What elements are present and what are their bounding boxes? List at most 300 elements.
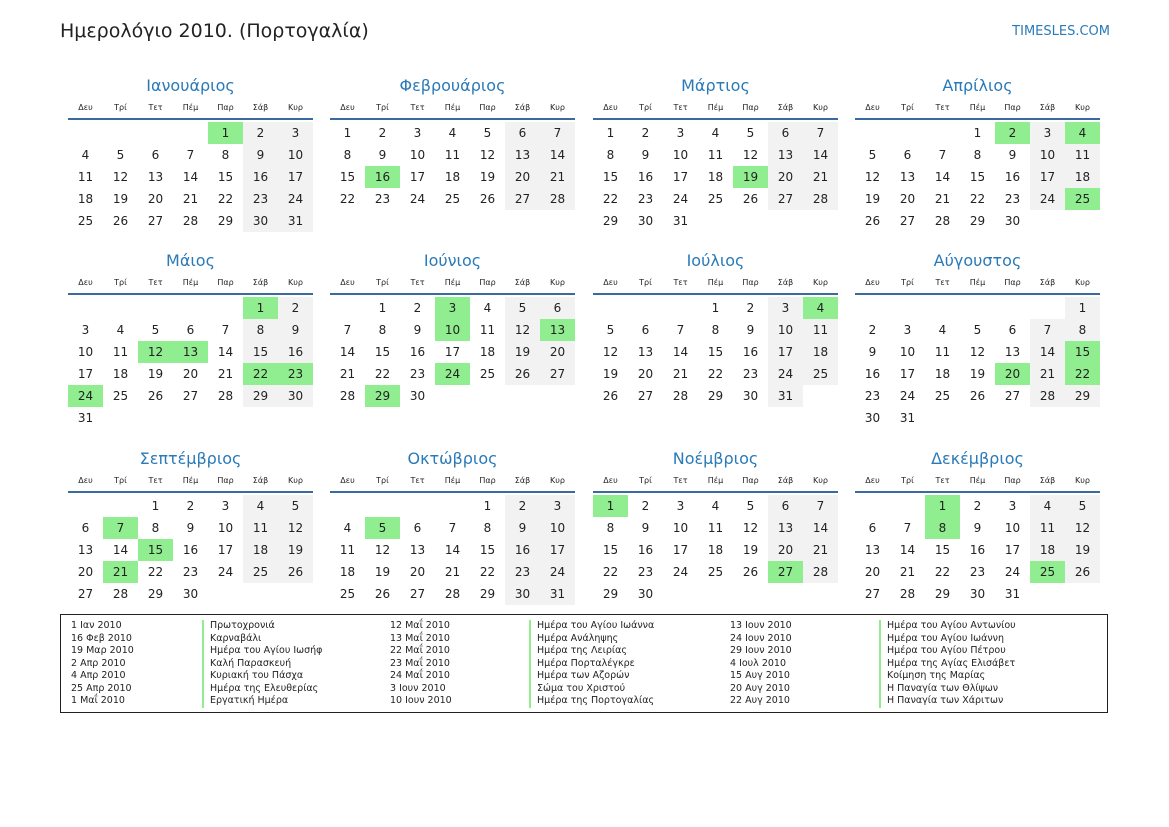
empty-cell <box>330 495 365 517</box>
day-cell: 15 <box>934 543 951 557</box>
month-block <box>855 75 1100 232</box>
weekend-day-cell: 30 <box>505 583 540 605</box>
weekend-day-cell: 4 <box>243 495 278 517</box>
weekend-day-cell: 28 <box>803 188 838 210</box>
day-cell: 30 <box>409 389 426 403</box>
weekend-day-cell: 6 <box>768 495 803 517</box>
day-cell: 28 <box>112 587 129 601</box>
weekday-label: Πέμ <box>182 278 199 287</box>
week-row <box>593 495 838 517</box>
day-cell: 16 <box>864 367 881 381</box>
weekday-label: Πέμ <box>707 103 724 112</box>
weekend-day-cell: 3 <box>278 122 313 144</box>
month-name: Μάρτιος <box>681 76 750 95</box>
empty-cell <box>278 583 313 605</box>
legend-holiday-name: Ημέρα της Πορτογαλίας <box>529 695 654 708</box>
month-name: Μάιος <box>166 251 215 270</box>
week-row <box>855 517 1100 539</box>
legend-holiday-name: Η Παναγία των Θλίψων <box>879 683 998 696</box>
holiday-day-cell: 8 <box>925 517 960 539</box>
day-cell: 12 <box>602 345 619 359</box>
empty-cell <box>960 297 995 319</box>
empty-cell <box>173 407 208 429</box>
day-cell: 11 <box>112 345 129 359</box>
week-row <box>855 495 1100 517</box>
day-cell: 18 <box>707 543 724 557</box>
empty-cell <box>593 297 628 319</box>
legend-date: 1 Μαΐ 2010 <box>71 695 125 706</box>
day-cell: 9 <box>973 521 982 535</box>
legend-date: 23 Μαΐ 2010 <box>390 657 450 669</box>
weekday-label: Τετ <box>410 476 425 485</box>
week-row <box>68 319 313 341</box>
holiday-day-cell: 15 <box>1065 341 1100 363</box>
weekend-day-cell: 16 <box>278 341 313 363</box>
weekday-header <box>330 474 575 488</box>
weekend-day-cell: 3 <box>1030 122 1065 144</box>
day-cell: 22 <box>969 192 986 206</box>
empty-cell <box>733 210 768 232</box>
empty-cell <box>925 297 960 319</box>
weekend-day-cell: 20 <box>768 166 803 188</box>
weekday-label: Πέμ <box>182 476 199 485</box>
weekday-header <box>855 276 1100 290</box>
weekday-label: Τρί <box>114 103 127 112</box>
week-row <box>855 385 1100 407</box>
empty-cell <box>925 407 960 429</box>
weekend-day-cell: 4 <box>1030 495 1065 517</box>
weekend-day-cell: 17 <box>540 539 575 561</box>
day-cell: 30 <box>1004 214 1021 228</box>
week-row <box>330 385 575 407</box>
weekend-day-cell: 26 <box>1065 561 1100 583</box>
weekday-label: Δευ <box>865 103 880 112</box>
day-cell: 21 <box>934 192 951 206</box>
empty-cell <box>243 583 278 605</box>
empty-cell <box>173 297 208 319</box>
empty-cell <box>995 407 1030 429</box>
weekday-label: Κυρ <box>813 476 828 485</box>
weekend-day-cell: 7 <box>803 122 838 144</box>
day-cell: 16 <box>182 543 199 557</box>
day-cell: 26 <box>969 389 986 403</box>
holiday-day-cell: 3 <box>435 297 470 319</box>
day-cell: 14 <box>339 345 356 359</box>
weekday-label: Κυρ <box>288 103 303 112</box>
weekend-day-cell: 21 <box>803 539 838 561</box>
day-cell: 3 <box>676 499 685 513</box>
week-row <box>855 144 1100 166</box>
day-cell: 9 <box>413 323 422 337</box>
legend-date: 10 Ιουν 2010 <box>390 695 452 706</box>
month-name: Ιανουάριος <box>146 76 235 95</box>
weekend-day-cell: 14 <box>803 517 838 539</box>
weekend-day-cell: 12 <box>1065 517 1100 539</box>
legend-date: 22 Μαΐ 2010 <box>390 645 450 656</box>
legend-date: 24 Μαΐ 2010 <box>390 670 450 681</box>
weekday-label: Δευ <box>340 476 355 485</box>
weekend-day-cell: 26 <box>505 363 540 385</box>
weekday-label: Δευ <box>78 278 93 287</box>
day-cell: 18 <box>444 170 461 184</box>
empty-cell <box>925 122 960 144</box>
day-cell: 14 <box>934 170 951 184</box>
weekend-day-cell: 19 <box>505 341 540 363</box>
legend-holiday-name: Ημέρα της Ελευθερίας <box>202 683 318 696</box>
day-cell: 7 <box>186 148 195 162</box>
week-row <box>593 539 838 561</box>
day-cell: 11 <box>934 345 951 359</box>
week-row <box>330 495 575 517</box>
holiday-day-cell: 1 <box>208 122 243 144</box>
day-cell: 16 <box>969 543 986 557</box>
weekday-label: Δευ <box>603 476 618 485</box>
legend-date: 16 Φεβ 2010 <box>71 632 132 644</box>
week-row <box>68 583 313 605</box>
empty-cell <box>435 495 470 517</box>
empty-cell <box>540 385 575 407</box>
day-cell: 28 <box>182 214 199 228</box>
weekend-day-cell: 2 <box>505 495 540 517</box>
day-cell: 15 <box>602 543 619 557</box>
weekend-day-cell: 6 <box>768 122 803 144</box>
day-cell: 28 <box>899 587 916 601</box>
header-divider <box>330 118 575 120</box>
day-cell: 26 <box>112 214 129 228</box>
weekday-label: Τετ <box>410 103 425 112</box>
legend-holiday-name: Ημέρα του Αγίου Ιωάννα <box>529 620 654 633</box>
weekday-label: Σάβ <box>1039 278 1056 287</box>
week-row <box>855 561 1100 583</box>
weekday-label: Κυρ <box>550 103 565 112</box>
weekend-day-cell: 9 <box>243 144 278 166</box>
week-row <box>855 188 1100 210</box>
day-cell: 18 <box>479 345 496 359</box>
weekday-label: Πέμ <box>444 476 461 485</box>
holiday-day-cell: 29 <box>365 385 400 407</box>
legend-holiday-name: Κοίμηση της Μαρίας <box>879 670 985 683</box>
weekend-day-cell: 24 <box>278 188 313 210</box>
weekday-label: Τρί <box>639 103 652 112</box>
weekend-day-cell: 11 <box>1030 517 1065 539</box>
day-cell: 7 <box>938 148 947 162</box>
day-cell: 17 <box>899 367 916 381</box>
weekday-label: Δευ <box>603 103 618 112</box>
week-row <box>330 539 575 561</box>
week-row <box>68 363 313 385</box>
holiday-day-cell: 1 <box>593 495 628 517</box>
week-row <box>68 210 313 232</box>
day-cell: 24 <box>672 192 689 206</box>
weekend-day-cell: 28 <box>803 561 838 583</box>
day-cell: 7 <box>448 521 457 535</box>
empty-cell <box>1065 583 1100 605</box>
weekday-label: Παρ <box>217 103 234 112</box>
weekend-day-cell: 14 <box>540 144 575 166</box>
legend-date: 4 Απρ 2010 <box>71 670 126 681</box>
month-name: Οκτώβριος <box>407 449 498 468</box>
day-cell: 30 <box>864 411 881 425</box>
day-cell: 28 <box>339 389 356 403</box>
weekday-label: Σάβ <box>514 476 531 485</box>
day-cell: 11 <box>444 148 461 162</box>
day-cell: 11 <box>77 170 94 184</box>
day-cell: 17 <box>672 543 689 557</box>
weekday-label: Κυρ <box>1075 278 1090 287</box>
legend-holiday-name: Καλή Παρασκευή <box>202 658 291 671</box>
weekend-day-cell: 25 <box>243 561 278 583</box>
weekday-label: Κυρ <box>550 476 565 485</box>
day-cell: 17 <box>444 345 461 359</box>
holiday-day-cell: 20 <box>995 363 1030 385</box>
brand-link[interactable]: TIMESLES.COM <box>1012 24 1110 39</box>
day-cell: 9 <box>746 323 755 337</box>
day-cell: 5 <box>746 499 755 513</box>
day-cell: 5 <box>606 323 615 337</box>
day-cell: 18 <box>77 192 94 206</box>
day-cell: 26 <box>147 389 164 403</box>
day-cell: 3 <box>221 499 230 513</box>
day-cell: 18 <box>934 367 951 381</box>
empty-cell <box>698 583 733 605</box>
day-cell: 18 <box>707 170 724 184</box>
weekend-day-cell: 19 <box>1065 539 1100 561</box>
empty-cell <box>855 495 890 517</box>
weekday-label: Κυρ <box>1075 103 1090 112</box>
day-cell: 4 <box>483 301 492 315</box>
legend-holiday-name: Εργατική Ημέρα <box>202 695 288 708</box>
month-block <box>68 448 313 605</box>
weekday-label: Τρί <box>639 476 652 485</box>
day-cell: 23 <box>742 367 759 381</box>
day-cell: 6 <box>186 323 195 337</box>
day-cell: 2 <box>746 301 755 315</box>
weekday-label: Δευ <box>340 278 355 287</box>
day-cell: 21 <box>444 565 461 579</box>
weekday-header <box>593 101 838 115</box>
day-cell: 13 <box>637 345 654 359</box>
day-cell: 31 <box>1004 587 1021 601</box>
weekend-day-cell: 12 <box>278 517 313 539</box>
day-cell: 23 <box>374 192 391 206</box>
header-divider <box>68 491 313 493</box>
day-cell: 16 <box>1004 170 1021 184</box>
day-cell: 20 <box>77 565 94 579</box>
week-row <box>593 122 838 144</box>
day-cell: 2 <box>186 499 195 513</box>
weekday-label: Πέμ <box>969 476 986 485</box>
empty-cell <box>803 210 838 232</box>
weekday-label: Σάβ <box>252 103 269 112</box>
day-cell: 31 <box>899 411 916 425</box>
day-cell: 16 <box>409 345 426 359</box>
week-row <box>330 583 575 605</box>
day-cell: 12 <box>479 148 496 162</box>
holiday-legend <box>60 614 1108 713</box>
week-row <box>68 385 313 407</box>
legend-holiday-name: Καρναβάλι <box>202 633 261 646</box>
day-cell: 25 <box>339 587 356 601</box>
holiday-day-cell: 5 <box>365 517 400 539</box>
day-cell: 12 <box>864 170 881 184</box>
day-cell: 29 <box>707 389 724 403</box>
month-block <box>330 448 575 605</box>
day-cell: 27 <box>77 587 94 601</box>
legend-date: 2 Απρ 2010 <box>71 657 126 669</box>
weekend-day-cell: 6 <box>540 297 575 319</box>
weekend-day-cell: 31 <box>768 385 803 407</box>
weekend-day-cell: 31 <box>278 210 313 232</box>
day-cell: 19 <box>742 543 759 557</box>
day-cell: 7 <box>221 323 230 337</box>
day-cell: 9 <box>1008 148 1017 162</box>
empty-cell <box>663 583 698 605</box>
month-block <box>855 250 1100 429</box>
month-block <box>68 75 313 232</box>
weekend-day-cell: 23 <box>505 561 540 583</box>
weekday-label: Σάβ <box>777 476 794 485</box>
holiday-day-cell: 4 <box>1065 122 1100 144</box>
weekday-label: Κυρ <box>288 476 303 485</box>
weekend-day-cell: 2 <box>243 122 278 144</box>
empty-cell <box>768 210 803 232</box>
week-row <box>68 122 313 144</box>
day-cell: 9 <box>186 521 195 535</box>
weekday-header <box>855 101 1100 115</box>
weekend-day-cell: 21 <box>1030 363 1065 385</box>
week-row <box>330 517 575 539</box>
day-cell: 23 <box>409 367 426 381</box>
weekend-day-cell: 11 <box>803 319 838 341</box>
legend-holiday-name: Ημέρα του Αγίου Πέτρου <box>879 645 1006 658</box>
day-cell: 4 <box>448 126 457 140</box>
holiday-day-cell: 7 <box>103 517 138 539</box>
day-cell: 26 <box>479 192 496 206</box>
day-cell: 12 <box>742 521 759 535</box>
day-cell: 5 <box>151 323 160 337</box>
day-cell: 22 <box>707 367 724 381</box>
legend-holiday-name: Ημέρα της Λειρίας <box>529 645 627 658</box>
week-row <box>593 561 838 583</box>
empty-cell <box>505 385 540 407</box>
day-cell: 4 <box>81 148 90 162</box>
weekend-day-cell: 15 <box>243 341 278 363</box>
day-cell: 29 <box>934 587 951 601</box>
empty-cell <box>1030 210 1065 232</box>
empty-cell <box>278 407 313 429</box>
week-row <box>855 341 1100 363</box>
month-name: Δεκέμβριος <box>931 449 1024 468</box>
day-cell: 7 <box>676 323 685 337</box>
weekend-day-cell: 16 <box>243 166 278 188</box>
weekend-day-cell: 13 <box>505 144 540 166</box>
weekday-label: Τετ <box>148 476 163 485</box>
weekend-day-cell: 9 <box>278 319 313 341</box>
day-cell: 25 <box>444 192 461 206</box>
month-name: Απρίλιος <box>942 76 1013 95</box>
week-row <box>855 210 1100 232</box>
day-cell: 26 <box>742 565 759 579</box>
week-row <box>855 319 1100 341</box>
weekend-day-cell: 27 <box>768 188 803 210</box>
empty-cell <box>138 297 173 319</box>
weekend-day-cell: 29 <box>243 385 278 407</box>
day-cell: 12 <box>374 543 391 557</box>
day-cell: 8 <box>343 148 352 162</box>
day-cell: 19 <box>969 367 986 381</box>
weekend-day-cell: 29 <box>1065 385 1100 407</box>
weekend-day-cell: 10 <box>540 517 575 539</box>
weekend-day-cell: 24 <box>1030 188 1065 210</box>
weekday-label: Πέμ <box>444 278 461 287</box>
week-row <box>330 297 575 319</box>
week-row <box>855 539 1100 561</box>
weekend-day-cell: 13 <box>768 144 803 166</box>
empty-cell <box>663 297 698 319</box>
week-row <box>330 363 575 385</box>
day-cell: 24 <box>1004 565 1021 579</box>
weekend-day-cell: 28 <box>540 188 575 210</box>
week-row <box>68 144 313 166</box>
header-divider <box>855 118 1100 120</box>
weekend-day-cell: 28 <box>1030 385 1065 407</box>
day-cell: 2 <box>641 499 650 513</box>
header-divider <box>68 118 313 120</box>
weekend-day-cell: 8 <box>1065 319 1100 341</box>
weekend-day-cell: 3 <box>540 495 575 517</box>
day-cell: 22 <box>339 192 356 206</box>
day-cell: 7 <box>343 323 352 337</box>
legend-date: 1 Ιαν 2010 <box>71 620 122 631</box>
weekday-label: Δευ <box>603 278 618 287</box>
day-cell: 21 <box>672 367 689 381</box>
legend-date: 13 Ιουν 2010 <box>730 620 792 631</box>
day-cell: 10 <box>77 345 94 359</box>
week-row <box>330 341 575 363</box>
holiday-day-cell: 16 <box>365 166 400 188</box>
weekend-day-cell: 5 <box>278 495 313 517</box>
month-block <box>330 250 575 407</box>
week-row <box>68 561 313 583</box>
week-row <box>593 583 838 605</box>
weekend-day-cell: 19 <box>278 539 313 561</box>
empty-cell <box>768 583 803 605</box>
day-cell: 4 <box>116 323 125 337</box>
holiday-day-cell: 25 <box>1030 561 1065 583</box>
day-cell: 1 <box>151 499 160 513</box>
week-row <box>68 495 313 517</box>
weekend-day-cell: 24 <box>768 363 803 385</box>
day-cell: 8 <box>483 521 492 535</box>
day-cell: 25 <box>934 389 951 403</box>
weekday-label: Παρ <box>217 278 234 287</box>
weekday-header <box>593 276 838 290</box>
day-cell: 27 <box>899 214 916 228</box>
day-cell: 6 <box>641 323 650 337</box>
empty-cell <box>698 210 733 232</box>
legend-holiday-name: Ημέρα της Αγίας Ελισάβετ <box>879 658 1015 671</box>
weekday-label: Τετ <box>935 278 950 287</box>
day-cell: 4 <box>711 126 720 140</box>
holiday-day-cell: 24 <box>435 363 470 385</box>
day-cell: 10 <box>217 521 234 535</box>
day-cell: 1 <box>343 126 352 140</box>
weekend-day-cell: 3 <box>768 297 803 319</box>
week-row <box>855 297 1100 319</box>
weekday-label: Τετ <box>148 278 163 287</box>
weekday-label: Δευ <box>340 103 355 112</box>
holiday-day-cell: 22 <box>1065 363 1100 385</box>
